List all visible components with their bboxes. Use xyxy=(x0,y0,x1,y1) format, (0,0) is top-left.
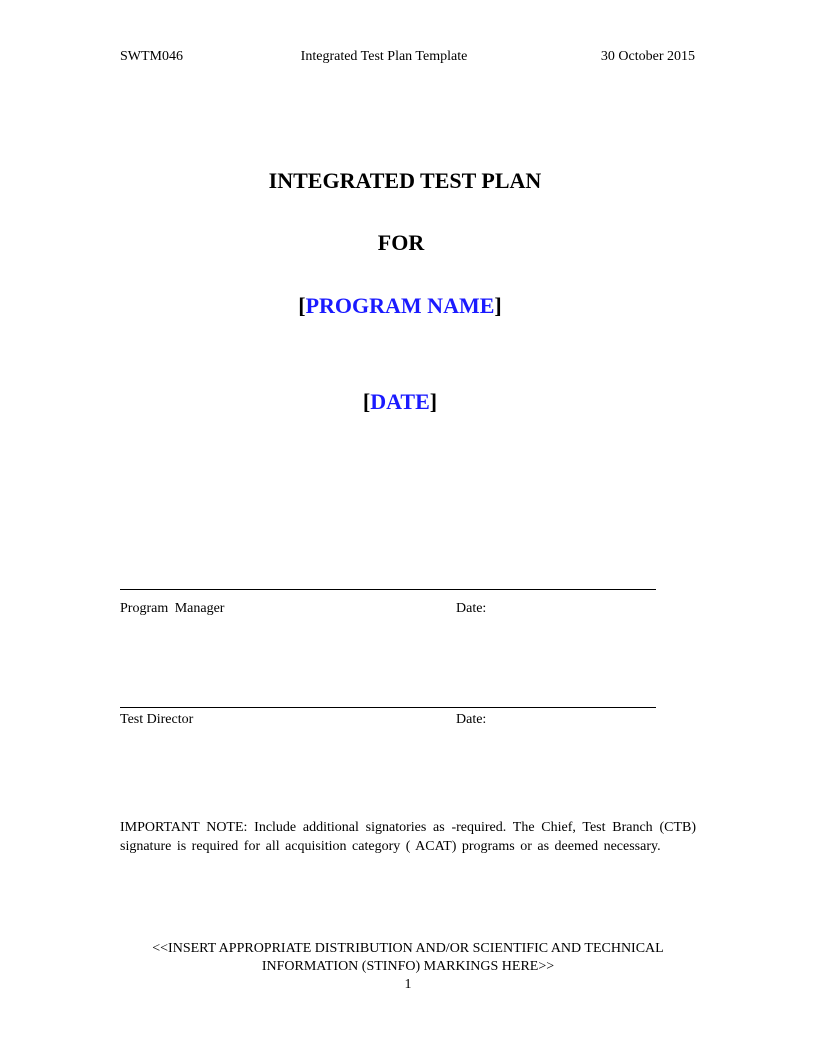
signature-line-test-director xyxy=(120,707,656,708)
page-number: 1 xyxy=(404,977,412,992)
distribution-marking xyxy=(0,940,816,976)
signature-date-label-test-director: Date: xyxy=(456,712,487,727)
title-for: FOR xyxy=(377,230,425,255)
header-doc-id: SWTM046 xyxy=(120,49,183,64)
program-name-placeholder: PROGRAM NAME xyxy=(305,293,495,318)
important-note: IMPORTANT NOTE: Include additional signatories as -required. The Chief, Test Branch (CTB) signature is required for all acquisition category ( ACAT) programs or as deemed necessary. xyxy=(120,820,696,854)
header-date: 30 October 2015 xyxy=(600,49,695,64)
signature-line-program-manager xyxy=(120,589,656,590)
date-line xyxy=(0,389,808,415)
bracket-close: ] xyxy=(494,293,502,318)
bracket-open: [ xyxy=(362,389,371,414)
signature-date-label-program-manager: Date: xyxy=(456,601,487,616)
document-title: INTEGRATED TEST PLAN xyxy=(268,168,542,193)
date-placeholder: DATE xyxy=(370,389,430,414)
bracket-close: ] xyxy=(429,389,438,414)
signature-role-program-manager: Program Manager xyxy=(120,601,225,616)
program-name-line xyxy=(0,293,808,319)
distribution-marking-line2: INFORMATION (STINFO) MARKINGS HERE>> xyxy=(261,959,555,974)
signature-role-test-director: Test Director xyxy=(120,712,194,727)
bracket-open: [ xyxy=(298,293,306,318)
header-doc-title: Integrated Test Plan Template xyxy=(300,49,468,64)
distribution-marking-line1: <<INSERT APPROPRIATE DISTRIBUTION AND/OR SCIENTIFIC AND TECHNICAL xyxy=(152,941,664,956)
